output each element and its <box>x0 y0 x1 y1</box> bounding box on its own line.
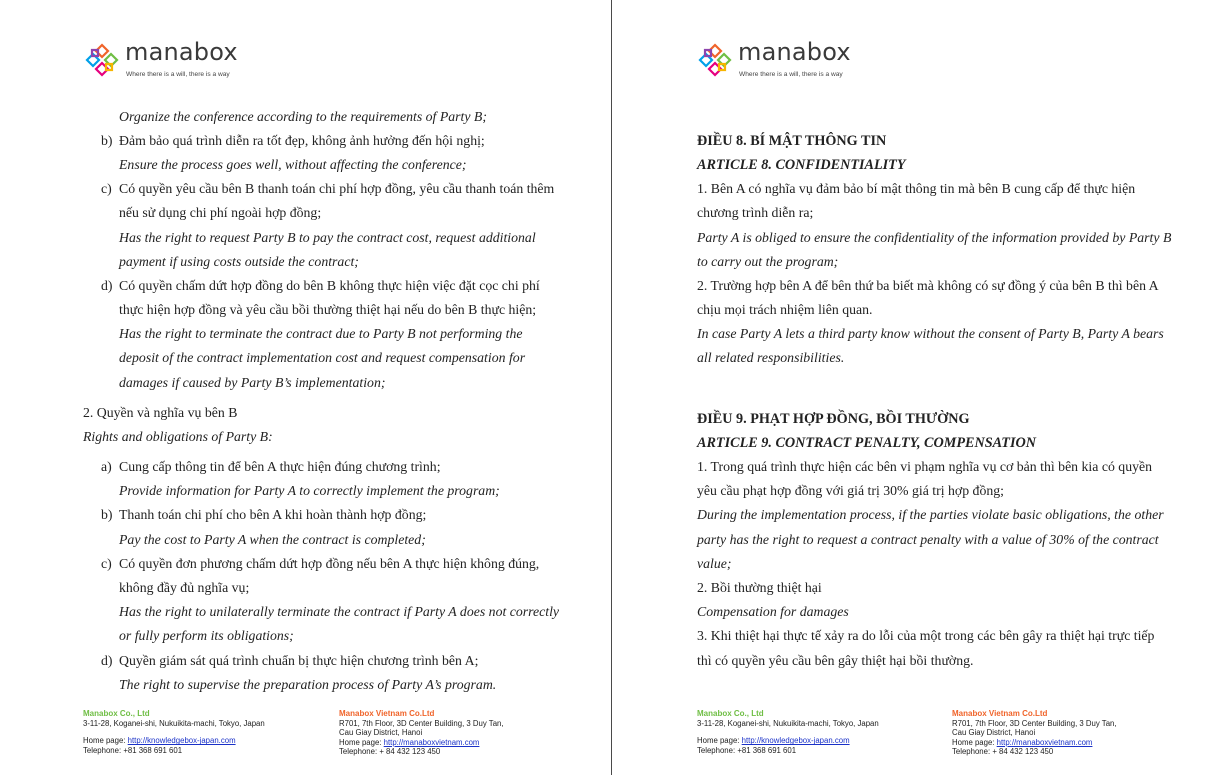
footer-homepage: Home page: http://knowledgebox-japan.com <box>697 736 850 746</box>
document-page-left <box>0 0 611 775</box>
text-line: thì có quyền yêu cầu bên gây thiệt hại bồi thường. <box>697 653 974 668</box>
text-line: deposit of the contract implementation cost and request compensation for <box>119 350 526 365</box>
footer-japan <box>697 709 879 755</box>
text-line: During the implementation process, if the parties violate basic obligations, the other <box>697 507 1164 522</box>
logo-tagline: Where there is a will, there is a way <box>126 71 230 78</box>
text-line: Party A is obliged to ensure the confidentiality of the information provided by Party B <box>697 230 1172 245</box>
footer-address: Cau Giay District, Hanoi <box>339 728 423 738</box>
footer-homepage: Home page: http://knowledgebox-japan.com <box>83 736 236 746</box>
article-heading-en: ARTICLE 8. CONFIDENTIALITY <box>697 157 906 173</box>
footer-homepage: Home page: http://manaboxvietnam.com <box>339 737 480 747</box>
text-line: payment if using costs outside the contract; <box>119 254 359 269</box>
logo-name: manabox <box>738 38 851 66</box>
footer-telephone: Telephone: + 84 432 123 450 <box>952 747 1054 757</box>
text-line: The right to supervise the preparation process of Party A’s program. <box>119 677 497 692</box>
list-marker: a) <box>101 459 112 474</box>
manabox-flower-icon <box>84 42 120 78</box>
footer-address: 3-11-28, Koganei-shi, Nukuikita-machi, Tokyo, Japan <box>83 718 265 728</box>
footer-homepage-link[interactable]: http://manaboxvietnam.com <box>383 737 480 747</box>
text-line: Organize the conference according to the requirements of Party B; <box>119 109 487 124</box>
footer-telephone: Telephone: + 84 432 123 450 <box>339 747 441 757</box>
document-page-right <box>613 0 1224 775</box>
page-divider <box>611 0 612 775</box>
text-line: 1. Trong quá trình thực hiện các bên vi phạm nghĩa vụ cơ bản thì bên kia có quyền <box>697 459 1153 474</box>
manabox-flower-icon <box>697 42 733 78</box>
list-marker: d) <box>101 653 113 668</box>
section-heading: 2. Quyền và nghĩa vụ bên B <box>83 405 238 420</box>
logo-name: manabox <box>125 38 238 66</box>
text-line: chương trình diễn ra; <box>697 205 814 220</box>
text-line: Ensure the process goes well, without affecting the conference; <box>119 157 467 172</box>
text-line: 1. Bên A có nghĩa vụ đảm bảo bí mật thông tin mà bên B cung cấp để thực hiện <box>697 181 1136 196</box>
text-line: damages if caused by Party B’s implementation; <box>119 375 386 390</box>
list-marker: c) <box>101 181 112 196</box>
text-line: Has the right to unilaterally terminate the contract if Party A does not correctly <box>119 604 560 619</box>
list-marker: d) <box>101 278 113 293</box>
footer-company-name: Manabox Co., Ltd <box>697 709 764 718</box>
footer-company-name: Manabox Vietnam Co.Ltd <box>339 709 435 718</box>
text-line: Có quyền yêu cầu bên B thanh toán chi phí hợp đồng, yêu cầu thanh toán thêm <box>119 181 555 196</box>
footer-vietnam <box>952 709 1117 757</box>
text-line: Có quyền chấm dứt hợp đồng do bên B không thực hiện việc đặt cọc chi phí <box>119 278 540 293</box>
article-heading: ĐIỀU 8. BÍ MẬT THÔNG TIN <box>697 133 887 149</box>
text-line: 3. Khi thiệt hại thực tế xảy ra do lỗi của một trong các bên gây ra thiệt hại trực tiếp <box>697 628 1155 643</box>
text-line: chịu mọi trách nhiệm liên quan. <box>697 302 873 317</box>
footer-vietnam <box>339 709 504 757</box>
text-line: thực hiện hợp đồng và yêu cầu bồi thường thiệt hại nếu do bên B thực hiện; <box>119 302 537 317</box>
text-line: In case Party A lets a third party know without the consent of Party B, Party A bears <box>697 326 1164 341</box>
list-marker: b) <box>101 133 113 148</box>
text-line: party has the right to request a contract penalty with a value of 30% of the contract <box>697 532 1159 547</box>
text-line: nếu sử dụng chi phí ngoài hợp đồng; <box>119 205 322 220</box>
manabox-logo <box>84 38 264 82</box>
text-line: Có quyền đơn phương chấm dứt hợp đồng nếu bên A thực hiện không đúng, <box>119 556 540 571</box>
footer-japan <box>83 709 265 755</box>
list-marker: b) <box>101 507 113 522</box>
article-heading: ĐIỀU 9. PHẠT HỢP ĐỒNG, BỒI THƯỜNG <box>697 411 970 427</box>
text-line: yêu cầu phạt hợp đồng với giá trị 30% giá trị hợp đồng; <box>697 483 1004 498</box>
text-line: Provide information for Party A to correctly implement the program; <box>119 483 500 498</box>
logo-tagline: Where there is a will, there is a way <box>739 71 843 78</box>
text-line: Đảm bảo quá trình diễn ra tốt đẹp, không ảnh hưởng đến hội nghị; <box>119 133 485 148</box>
text-line: Compensation for damages <box>697 604 849 619</box>
text-line: Has the right to terminate the contract due to Party B not performing the <box>119 326 523 341</box>
footer-address: 3-11-28, Koganei-shi, Nukuikita-machi, Tokyo, Japan <box>697 718 879 728</box>
section-heading-en: Rights and obligations of Party B: <box>83 429 273 444</box>
footer-homepage-link[interactable]: http://manaboxvietnam.com <box>996 737 1093 747</box>
text-line: 2. Trường hợp bên A để bên thứ ba biết mà không có sự đồng ý của bên B thì bên A <box>697 278 1159 293</box>
text-line: không đầy đủ nghĩa vụ; <box>119 580 250 595</box>
text-line: Pay the cost to Party A when the contract is completed; <box>119 532 426 547</box>
text-line: value; <box>697 556 732 571</box>
footer-company-name: Manabox Vietnam Co.Ltd <box>952 709 1048 718</box>
text-line: Has the right to request Party B to pay the contract cost, request additional <box>119 230 536 245</box>
footer-homepage: Home page: http://manaboxvietnam.com <box>952 737 1093 747</box>
footer-homepage-link[interactable]: http://knowledgebox-japan.com <box>127 736 236 746</box>
footer-company-name: Manabox Co., Ltd <box>83 709 150 718</box>
text-line: all related responsibilities. <box>697 350 845 365</box>
footer-address: Cau Giay District, Hanoi <box>952 728 1036 738</box>
text-line: 2. Bồi thường thiệt hại <box>697 580 822 595</box>
footer-telephone: Telephone: +81 368 691 601 <box>697 745 797 755</box>
text-line: or fully perform its obligations; <box>119 628 294 643</box>
text-line: Thanh toán chi phí cho bên A khi hoàn thành hợp đồng; <box>119 507 427 522</box>
text-line: to carry out the program; <box>697 254 839 269</box>
footer-homepage-link[interactable]: http://knowledgebox-japan.com <box>741 736 850 746</box>
article-heading-en: ARTICLE 9. CONTRACT PENALTY, COMPENSATION <box>697 435 1036 451</box>
footer-telephone: Telephone: +81 368 691 601 <box>83 745 183 755</box>
footer-address: R701, 7th Floor, 3D Center Building, 3 Duy Tan, <box>952 718 1117 728</box>
text-line: Quyền giám sát quá trình chuẩn bị thực hiện chương trình bên A; <box>119 653 479 668</box>
list-marker: c) <box>101 556 112 571</box>
text-line: Cung cấp thông tin để bên A thực hiện đúng chương trình; <box>119 459 441 474</box>
footer-address: R701, 7th Floor, 3D Center Building, 3 Duy Tan, <box>339 718 504 728</box>
manabox-logo <box>697 38 877 82</box>
